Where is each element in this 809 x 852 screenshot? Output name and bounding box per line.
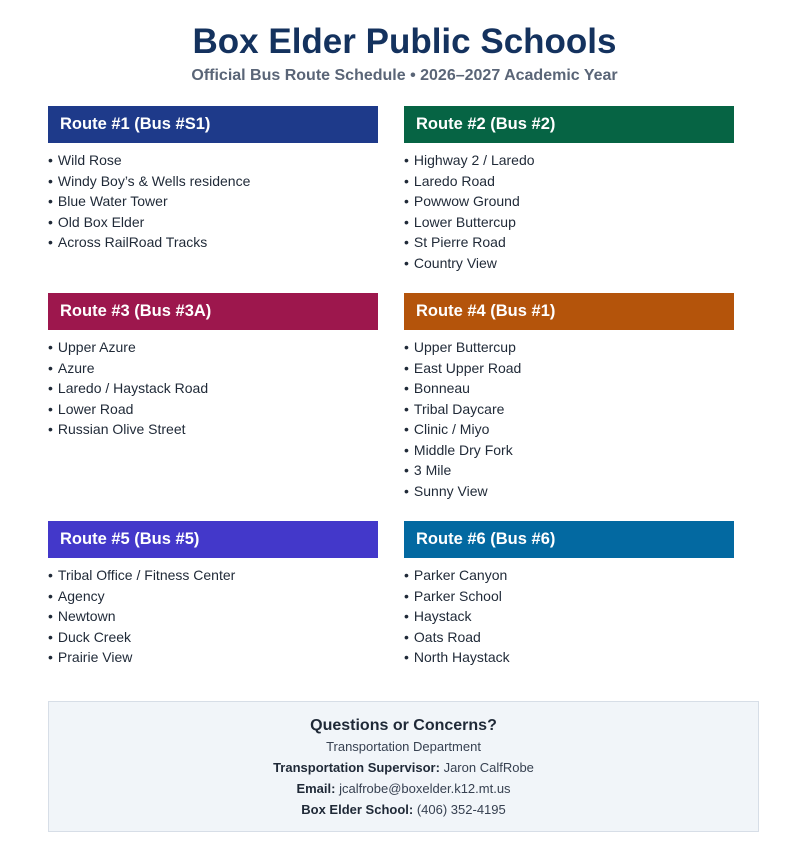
contact-title: Questions or Concerns? <box>310 717 497 734</box>
route-stop: • Clinic / Miyo <box>404 419 734 440</box>
route-stop: • Middle Dry Fork <box>404 440 734 461</box>
route-6-card <box>404 521 734 668</box>
route-stop: • Agency <box>48 586 378 607</box>
route-2-stop-list <box>404 150 734 273</box>
route-stop: • Wild Rose <box>48 150 378 171</box>
route-stop: • 3 Mile <box>404 460 734 481</box>
email-label: Email: <box>296 781 336 796</box>
route-stop: • St Pierre Road <box>404 232 734 253</box>
route-5-stop-list <box>48 565 378 668</box>
route-stop: • Across RailRoad Tracks <box>48 232 378 253</box>
email-address[interactable]: jcalfrobe@boxelder.k12.mt.us <box>339 781 511 796</box>
route-stop: • Windy Boy’s & Wells residence <box>48 171 378 192</box>
route-stop: • Parker School <box>404 586 734 607</box>
route-stop: • Blue Water Tower <box>48 191 378 212</box>
route-6-header: Route #6 (Bus #6) <box>404 521 734 558</box>
route-stop: • Sunny View <box>404 481 734 502</box>
route-stop: • Prairie View <box>48 647 378 668</box>
route-stop: • Parker Canyon <box>404 565 734 586</box>
route-stop: • Country View <box>404 253 734 274</box>
route-stop: • Haystack <box>404 606 734 627</box>
page-subtitle: Official Bus Route Schedule • 2026–2027 Academic Year <box>191 67 618 84</box>
route-1-card <box>48 106 378 253</box>
route-stop: • Upper Buttercup <box>404 337 734 358</box>
route-stop: • Bonneau <box>404 378 734 399</box>
route-stop: • Lower Buttercup <box>404 212 734 233</box>
school-phone-label: Box Elder School: <box>301 802 414 817</box>
route-1-header: Route #1 (Bus #S1) <box>48 106 378 143</box>
contact-school-line <box>49 799 758 820</box>
route-stop: • Powwow Ground <box>404 191 734 212</box>
page-title: Box Elder Public Schools <box>192 22 617 61</box>
route-1-stop-list <box>48 150 378 253</box>
supervisor-label: Transportation Supervisor: <box>273 760 440 775</box>
route-stop: • Highway 2 / Laredo <box>404 150 734 171</box>
route-stop: • East Upper Road <box>404 358 734 379</box>
school-phone-number: (406) 352-4195 <box>416 802 506 817</box>
route-5-header: Route #5 (Bus #5) <box>48 521 378 558</box>
contact-department: Transportation Department <box>326 739 481 754</box>
supervisor-name: Jaron CalfRobe <box>443 760 534 775</box>
route-stop: • Oats Road <box>404 627 734 648</box>
route-stop: • Laredo Road <box>404 171 734 192</box>
route-3-header: Route #3 (Bus #3A) <box>48 293 378 330</box>
route-4-header: Route #4 (Bus #1) <box>404 293 734 330</box>
route-2-header: Route #2 (Bus #2) <box>404 106 734 143</box>
route-stop: • Russian Olive Street <box>48 419 378 440</box>
route-stop: • Duck Creek <box>48 627 378 648</box>
route-4-stop-list <box>404 337 734 501</box>
route-stop: • Tribal Office / Fitness Center <box>48 565 378 586</box>
route-6-stop-list <box>404 565 734 668</box>
route-3-stop-list <box>48 337 378 440</box>
contact-email-line <box>49 778 758 799</box>
route-stop: • North Haystack <box>404 647 734 668</box>
route-stop: • Tribal Daycare <box>404 399 734 420</box>
route-stop: • Newtown <box>48 606 378 627</box>
contact-box <box>48 701 759 832</box>
route-2-card <box>404 106 734 273</box>
route-stop: • Azure <box>48 358 378 379</box>
route-stop: • Old Box Elder <box>48 212 378 233</box>
route-stop: • Upper Azure <box>48 337 378 358</box>
route-4-card <box>404 293 734 501</box>
route-stop: • Lower Road <box>48 399 378 420</box>
route-5-card <box>48 521 378 668</box>
route-stop: • Laredo / Haystack Road <box>48 378 378 399</box>
contact-supervisor-line <box>49 757 758 778</box>
route-3-card <box>48 293 378 440</box>
